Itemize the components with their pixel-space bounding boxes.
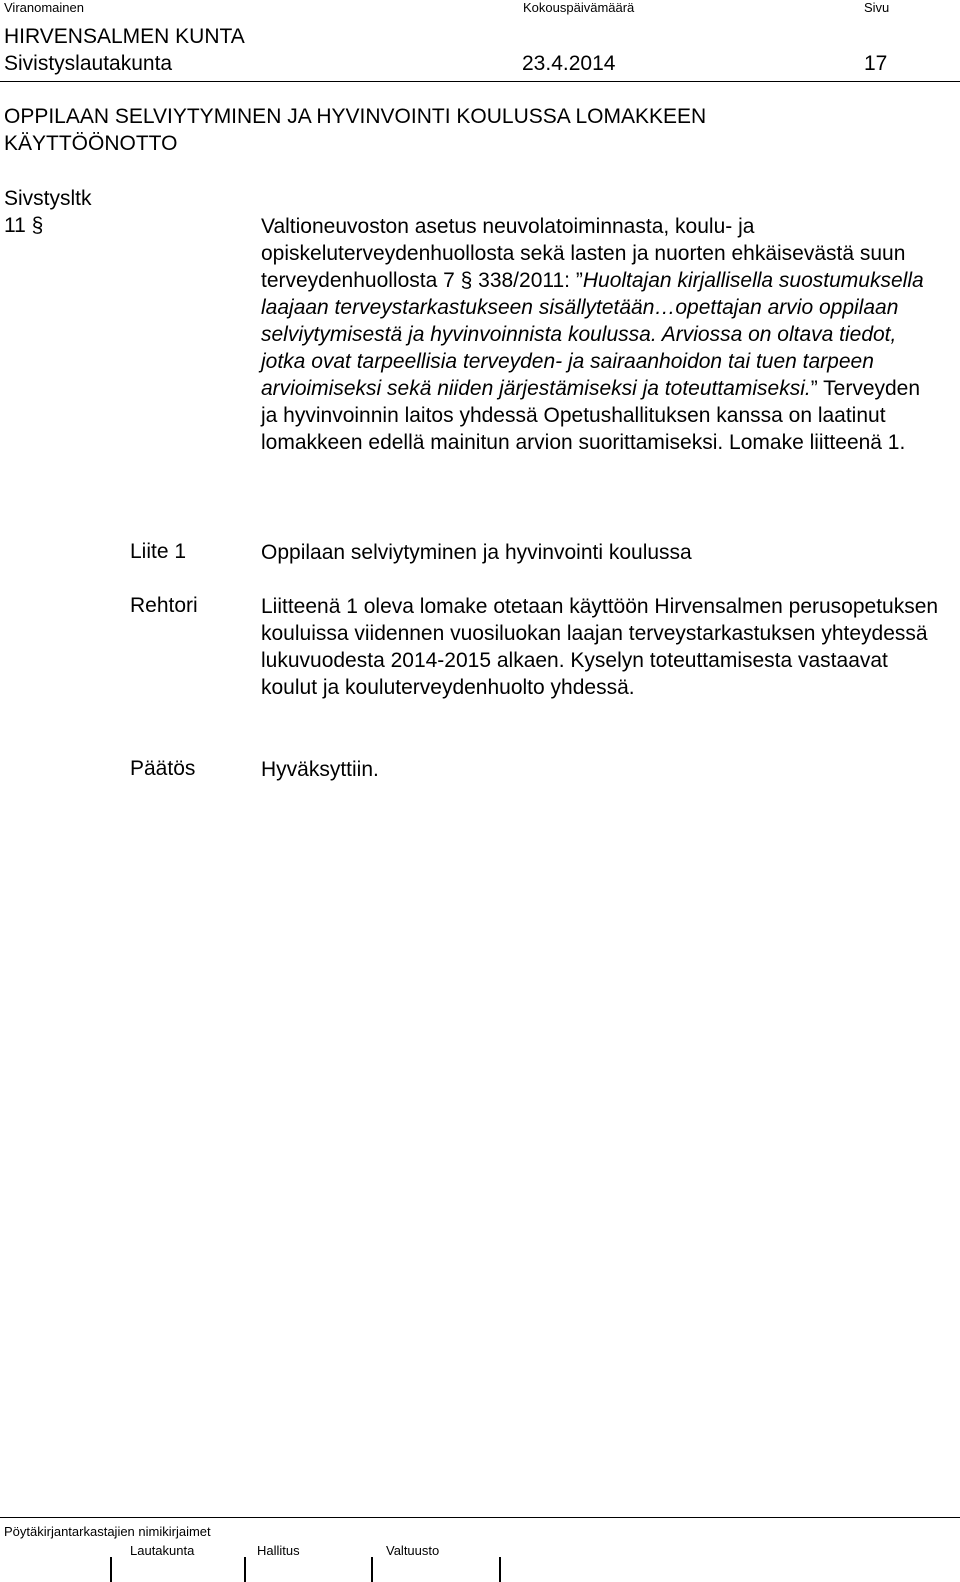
meeting-date: 23.4.2014 [522,52,616,75]
header-col-authority: Viranomainen [4,0,84,15]
decision-label: Päätös [130,757,196,780]
header-divider [0,81,960,82]
signature-box-divider [371,1557,373,1582]
signature-col-hallitus: Hallitus [257,1543,300,1558]
committee-name: Sivistyslautakunta [4,52,173,75]
signature-col-lautakunta: Lautakunta [130,1543,195,1558]
intro-text-plain-2: ” Terveyden ja hyvinvoinnin laitos yhdessä Opetushallituksen kanssa on laatinut lomakkeen edellä mainitun arvion suorittamiseksi. Lomake liitteenä 1. [261,377,921,454]
signature-box-divider [110,1557,112,1582]
decision-text: Hyväksyttiin. [261,758,379,781]
section-number: 11 § [4,214,44,237]
signature-col-valtuusto: Valtuusto [386,1543,440,1558]
attachment-title: Oppilaan selviytyminen ja hyvinvointi koulussa [261,541,692,564]
proposal-text: Liitteenä 1 oleva lomake otetaan käyttöön Hirvensalmen perusopetuksen kouluissa viidennen vuosiluokan laajan terveystarkastuksen yhteydessä lukuvuodesta 2014-2015 alkaen. Kyselyn toteuttamisesta vastaavat koulut ja kouluterveydenhuolto yhdessä. [261,595,939,699]
attachment-label: Liite 1 [130,540,187,563]
document-title-line1: OPPILAAN SELVIYTYMINEN JA HYVINVOINTI KOULUSSA LOMAKKEEN [4,105,707,128]
intro-paragraph [261,213,941,456]
header-col-page: Sivu [864,0,890,15]
document-title-line2: KÄYTTÖÖNOTTO [4,132,178,155]
page-number: 17 [864,52,888,75]
header-col-date: Kokouspäivämäärä [523,0,635,15]
footer-divider [0,1517,960,1518]
signature-box-divider [244,1557,246,1582]
proposal-label: Rehtori [130,594,198,617]
intro-text-plain: Valtioneuvoston asetus neuvolatoiminnasta, koulu- ja opiskeluterveydenhuollosta sekä lasten ja nuorten ehkäisevästä suun terveydenhuollosta 7 § 338/2011: ” [261,215,906,292]
organization-name: HIRVENSALMEN KUNTA [4,25,245,48]
signatures-label: Pöytäkirjantarkastajien nimikirjaimet [4,1524,211,1539]
signature-box-divider [499,1557,501,1582]
intro-quote-italic: Huoltajan kirjallisella suostumuksella laajaan terveystarkastukseen sisällytetään…opettajan arvio oppilaan selviytymisestä ja hyvinvoinnista koulussa. Arviossa on oltava tiedot, jotka ovat tarpeellisia terveyden- ja sairaanhoidon tai tuen tarpeen arvioimiseksi sekä niiden järjestämiseksi ja toteuttamiseksi. [261,269,924,400]
body-abbreviation: Sivstysltk [4,187,92,210]
